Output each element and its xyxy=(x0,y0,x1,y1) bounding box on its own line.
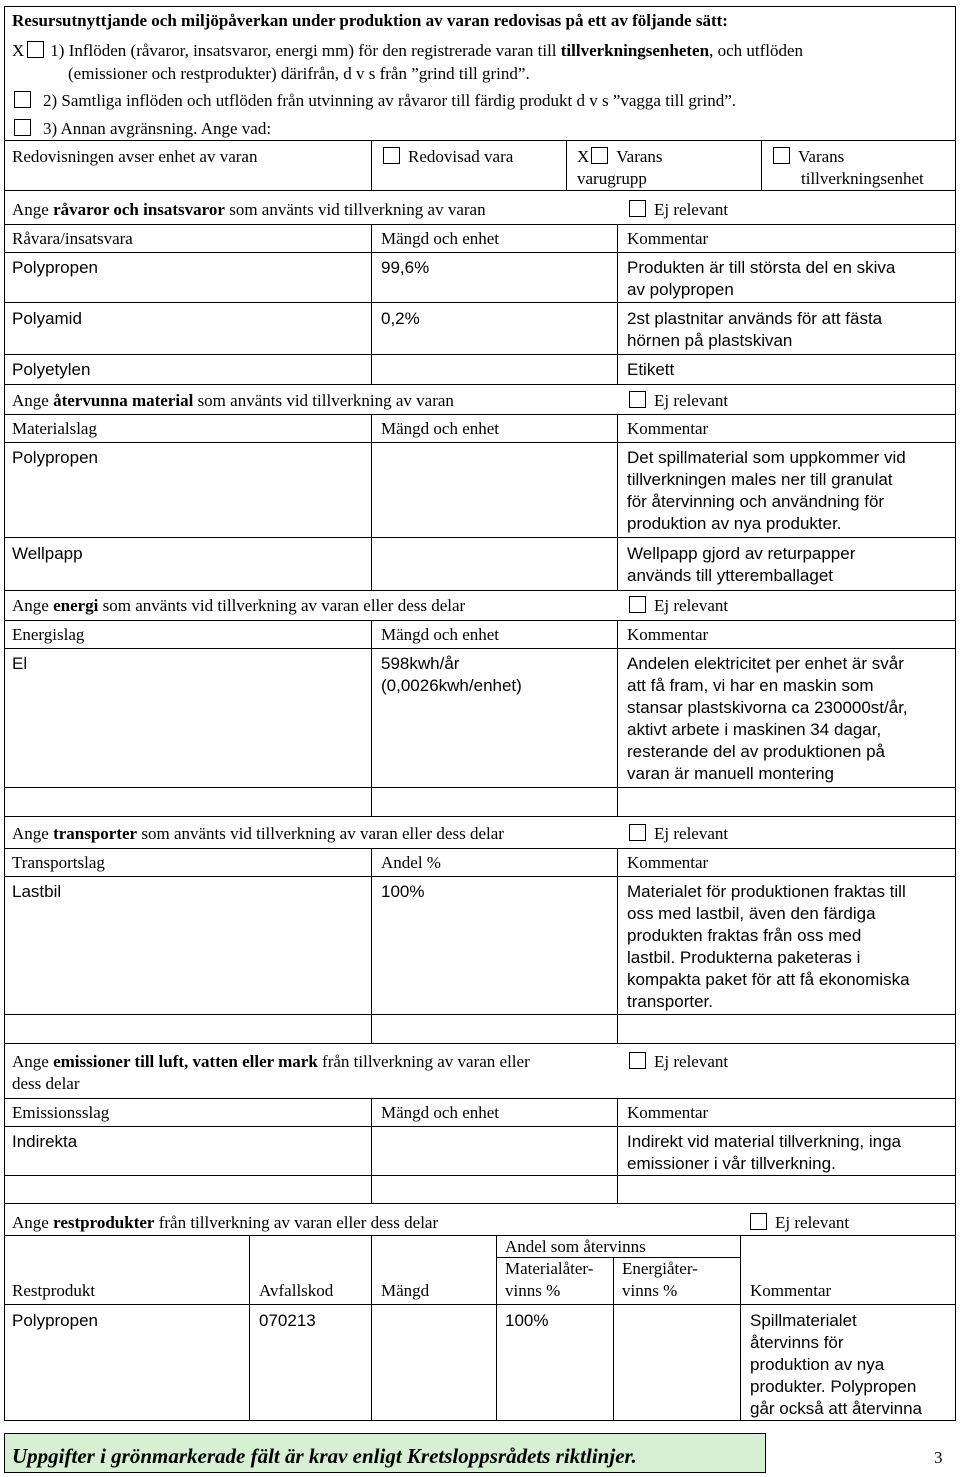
divider xyxy=(617,1098,618,1203)
rest-row-comment-5: går också att återvinna xyxy=(750,1399,922,1418)
recycled-row-1-comment-1: Det spillmaterial som uppkommer vid xyxy=(627,448,906,467)
emissions-title: Ange emissioner till luft, vatten eller mark från tillverkning av varan eller xyxy=(12,1052,530,1071)
unit-checkbox-tillverkningsenhet[interactable] xyxy=(773,147,790,164)
option-2[interactable]: 2) Samtliga inflöden och utflöden från utvinning av råvaror till färdig produkt d v s ”vagga till grind”. xyxy=(14,90,736,112)
rest-not-relevant[interactable]: Ej relevant xyxy=(750,1212,849,1234)
energy-row-comment-3: stansar plastskivorna ca 230000st/år, xyxy=(627,698,908,717)
recycled-col-amount: Mängd och enhet xyxy=(381,419,500,438)
unit-label: Redovisningen avser enhet av varan xyxy=(12,147,258,166)
divider xyxy=(4,140,956,141)
divider xyxy=(4,648,956,649)
transport-col-comment: Kommentar xyxy=(627,853,709,872)
divider xyxy=(617,224,618,384)
divider xyxy=(371,414,372,590)
recycled-row-2-name: Wellpapp xyxy=(12,544,83,563)
divider xyxy=(4,1126,956,1127)
divider xyxy=(4,1420,956,1421)
unit-option-redovisad-vara[interactable]: Redovisad vara xyxy=(383,146,513,168)
raw-row-1-name: Polypropen xyxy=(12,258,99,277)
rest-row-comment-2: återvinns för xyxy=(750,1333,844,1352)
rest-col-material-recovery-2: vinns % xyxy=(505,1281,561,1300)
unit-checkbox-redovisad-vara[interactable] xyxy=(383,147,400,164)
unit-option-varugrupp[interactable]: X Varans xyxy=(577,147,663,166)
recycled-not-relevant-checkbox[interactable] xyxy=(629,391,646,408)
raw-row-2-comment-2: hörnen på plastskivan xyxy=(627,331,793,350)
emissions-col-comment: Kommentar xyxy=(627,1103,709,1122)
raw-row-3-name: Polyetylen xyxy=(12,360,91,379)
rest-row-comment-3: produktion av nya xyxy=(750,1355,885,1374)
rest-row-waste-code: 070213 xyxy=(259,1311,316,1330)
option-1-mark: X xyxy=(12,41,25,60)
rest-col-amount: Mängd xyxy=(381,1281,430,1300)
energy-not-relevant-checkbox[interactable] xyxy=(629,596,646,613)
divider xyxy=(4,1235,956,1236)
transport-row-name: Lastbil xyxy=(12,882,62,901)
rest-title: Ange restprodukter från tillverkning av varan eller dess delar xyxy=(12,1213,439,1232)
raw-row-1-comment-2: av polypropen xyxy=(627,280,734,299)
recycled-row-2-comment-1: Wellpapp gjord av returpapper xyxy=(627,544,856,563)
raw-not-relevant[interactable]: Ej relevant xyxy=(629,199,728,221)
emissions-col-type: Emissionsslag xyxy=(12,1103,110,1122)
raw-materials-title: Ange råvaror och insatsvaror som använts vid tillverkning av varan xyxy=(12,200,486,219)
divider xyxy=(496,1235,497,1420)
raw-col-material: Råvara/insatsvara xyxy=(12,229,133,248)
divider xyxy=(4,590,956,591)
divider xyxy=(4,1175,956,1176)
divider xyxy=(4,384,956,385)
unit-option-tillverkningsenhet-line2: tillverkningsenhet xyxy=(801,169,924,188)
divider xyxy=(4,537,956,538)
energy-row-comment-5: resterande del av produktionen på xyxy=(627,742,886,761)
recycled-row-1-comment-4: produktion av nya produkter. xyxy=(627,514,842,533)
divider xyxy=(4,302,956,303)
transport-col-share: Andel % xyxy=(381,853,441,872)
divider xyxy=(4,816,956,817)
raw-row-3-comment: Etikett xyxy=(627,360,675,379)
energy-row-comment-6: varan är manuell montering xyxy=(627,764,834,783)
divider xyxy=(4,190,956,191)
transport-col-type: Transportslag xyxy=(12,853,105,872)
page-number: 3 xyxy=(934,1448,943,1467)
divider xyxy=(4,1043,956,1044)
recycled-col-material: Materialslag xyxy=(12,419,97,438)
energy-row-amount-1: 598kwh/år xyxy=(381,654,460,673)
frame-top xyxy=(4,6,956,7)
energy-row-comment-4: aktivt arbete i maskinen 34 dagar, xyxy=(627,720,882,739)
emissions-row-comment-2: emissioner i vår tillverkning. xyxy=(627,1154,836,1173)
raw-row-1-comment: Produkten är till största del en skiva xyxy=(627,258,896,277)
divider xyxy=(4,442,956,443)
recycled-row-1-comment-3: för återvinning och användning för xyxy=(627,492,885,511)
form-title: Resursutnyttjande och miljöpåverkan under produktion av varan redovisas på ett av följande sätt: xyxy=(12,11,728,30)
energy-row-comment-1: Andelen elektricitet per enhet är svår xyxy=(627,654,904,673)
rest-row-comment-1: Spillmaterialet xyxy=(750,1311,857,1330)
unit-option-tillverkningsenhet[interactable]: Varans xyxy=(773,146,844,168)
energy-col-comment: Kommentar xyxy=(627,625,709,644)
rest-row-name: Polypropen xyxy=(12,1311,99,1330)
recycled-row-1-name: Polypropen xyxy=(12,448,99,467)
energy-row-name: El xyxy=(12,654,28,673)
rest-share-header: Andel som återvinns xyxy=(505,1237,646,1256)
recycled-not-relevant[interactable]: Ej relevant xyxy=(629,390,728,412)
divider xyxy=(371,1235,372,1420)
divider xyxy=(4,1304,956,1305)
divider xyxy=(4,876,956,877)
divider xyxy=(4,620,956,621)
option-1-checkbox[interactable] xyxy=(27,41,44,58)
divider xyxy=(617,414,618,590)
energy-row-comment-2: att få fram, vi har en maskin som xyxy=(627,676,874,695)
raw-row-1-amount: 99,6% xyxy=(381,258,430,277)
divider xyxy=(761,140,762,190)
transport-row-comment-3: produkten fraktas från oss med xyxy=(627,926,862,945)
raw-not-relevant-checkbox[interactable] xyxy=(629,200,646,217)
raw-row-2-comment: 2st plastnitar används för att fästa xyxy=(627,309,883,328)
option-1-line2: (emissioner och restprodukter) därifrån, d v s från ”grind till grind”. xyxy=(68,64,530,83)
emissions-col-amount: Mängd och enhet xyxy=(381,1103,500,1122)
emissions-not-relevant[interactable]: Ej relevant xyxy=(629,1051,728,1073)
rest-col-comment: Kommentar xyxy=(750,1281,832,1300)
rest-col-energy-recovery: Energiåter- xyxy=(622,1259,698,1278)
divider xyxy=(4,787,956,788)
option-3-checkbox[interactable] xyxy=(14,119,31,136)
raw-row-2-name: Polyamid xyxy=(12,309,82,328)
transport-row-comment-6: transporter. xyxy=(627,992,713,1011)
option-1[interactable]: X 1) Inflöden (råvaror, insatsvaror, energi mm) för den registrerade varan till tillverkningsenheten, och utflöden xyxy=(12,41,804,60)
option-2-checkbox[interactable] xyxy=(14,91,31,108)
emissions-row-comment-1: Indirekt vid material tillverkning, inga xyxy=(627,1132,902,1151)
frame-right xyxy=(955,6,956,1420)
unit-option-varugrupp-line2: varugrupp xyxy=(577,169,647,188)
option-3[interactable]: 3) Annan avgränsning. Ange vad: xyxy=(14,118,271,140)
divider xyxy=(4,848,956,849)
divider xyxy=(249,1235,250,1420)
raw-col-amount: Mängd och enhet xyxy=(381,229,500,248)
divider xyxy=(740,1235,741,1420)
energy-title: Ange energi som använts vid tillverkning av varan eller dess delar xyxy=(12,596,466,615)
energy-col-type: Energislag xyxy=(12,625,85,644)
raw-col-comment: Kommentar xyxy=(627,229,709,248)
divider xyxy=(371,1098,372,1203)
divider xyxy=(4,252,956,253)
unit-checkbox-varugrupp[interactable] xyxy=(591,147,608,164)
divider xyxy=(4,1014,956,1015)
recycled-col-comment: Kommentar xyxy=(627,419,709,438)
rest-col-waste-code: Avfallskod xyxy=(259,1281,334,1300)
divider xyxy=(4,224,956,225)
rest-col-material-recovery: Materialåter- xyxy=(505,1259,594,1278)
recycled-row-2-comment-2: används till ytteremballaget xyxy=(627,566,834,585)
rest-row-material-pct: 100% xyxy=(505,1311,549,1330)
emissions-title-line2: dess delar xyxy=(12,1074,80,1093)
frame-left xyxy=(4,6,5,1420)
transport-row-comment-1: Materialet för produktionen fraktas till xyxy=(627,882,906,901)
divider xyxy=(613,1257,614,1420)
energy-col-amount: Mängd och enhet xyxy=(381,625,500,644)
energy-not-relevant[interactable]: Ej relevant xyxy=(629,595,728,617)
energy-row-amount-2: (0,0026kwh/enhet) xyxy=(381,676,522,695)
divider xyxy=(4,414,956,415)
divider xyxy=(4,1203,956,1204)
transport-row-comment-4: lastbil. Produkterna paketeras i xyxy=(627,948,861,967)
transport-row-comment-5: kompakta paket för att få ekonomiska xyxy=(627,970,910,989)
emissions-row-name: Indirekta xyxy=(12,1132,78,1151)
transport-not-relevant-checkbox[interactable] xyxy=(629,824,646,841)
recycled-row-1-comment-2: tillverkningen males ner till granulat xyxy=(627,470,893,489)
recycled-title: Ange återvunna material som använts vid tillverkning av varan xyxy=(12,391,454,410)
transport-row-share: 100% xyxy=(381,882,425,901)
rest-col-product: Restprodukt xyxy=(12,1281,96,1300)
divider xyxy=(4,354,956,355)
transport-row-comment-2: oss med lastbil, även den färdiga xyxy=(627,904,876,923)
divider xyxy=(566,140,567,190)
rest-not-relevant-checkbox[interactable] xyxy=(750,1213,767,1230)
footer-note: Uppgifter i grönmarkerade fält är krav enligt Kretsloppsrådets riktlinjer. xyxy=(12,1444,637,1468)
transport-not-relevant[interactable]: Ej relevant xyxy=(629,823,728,845)
rest-row-comment-4: produkter. Polypropen xyxy=(750,1377,917,1396)
divider xyxy=(371,224,372,384)
raw-row-2-amount: 0,2% xyxy=(381,309,420,328)
divider xyxy=(371,140,372,190)
rest-col-energy-recovery-2: vinns % xyxy=(622,1281,678,1300)
transport-title: Ange transporter som använts vid tillverkning av varan eller dess delar xyxy=(12,824,504,843)
divider xyxy=(4,1098,956,1099)
emissions-not-relevant-checkbox[interactable] xyxy=(629,1052,646,1069)
